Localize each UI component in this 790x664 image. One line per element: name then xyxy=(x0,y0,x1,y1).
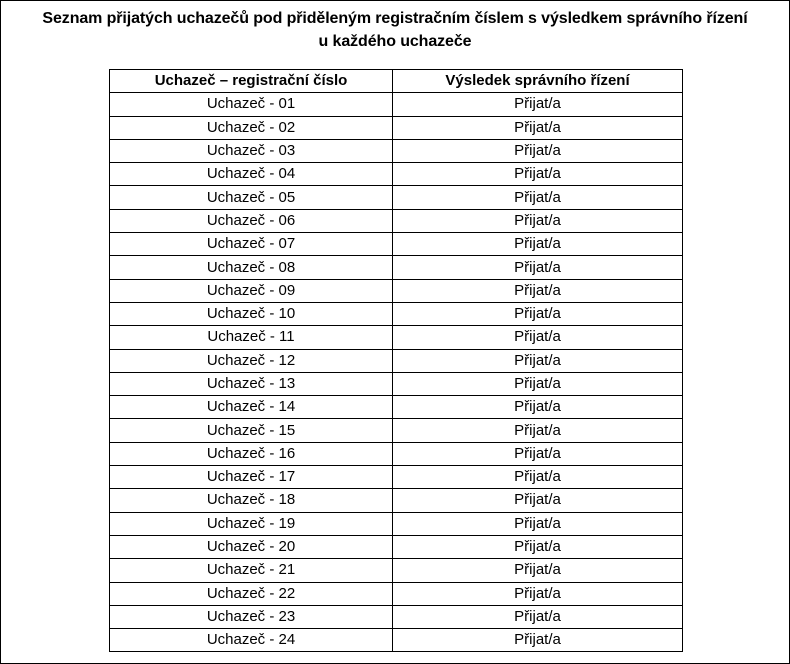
table-row xyxy=(110,372,683,395)
cell-result: Přijat/a xyxy=(393,163,683,186)
cell-result: Přijat/a xyxy=(393,116,683,139)
cell-registration-number: Uchazeč - 07 xyxy=(110,233,393,256)
cell-result: Přijat/a xyxy=(393,396,683,419)
table-row xyxy=(110,582,683,605)
cell-registration-number: Uchazeč - 09 xyxy=(110,279,393,302)
cell-registration-number: Uchazeč - 04 xyxy=(110,163,393,186)
cell-registration-number: Uchazeč - 18 xyxy=(110,489,393,512)
cell-result: Přijat/a xyxy=(393,419,683,442)
cell-registration-number: Uchazeč - 05 xyxy=(110,186,393,209)
cell-registration-number: Uchazeč - 02 xyxy=(110,116,393,139)
header-result: Výsledek správního řízení xyxy=(393,70,683,93)
cell-result: Přijat/a xyxy=(393,93,683,116)
table-row xyxy=(110,419,683,442)
cell-registration-number: Uchazeč - 10 xyxy=(110,302,393,325)
cell-result: Přijat/a xyxy=(393,349,683,372)
cell-registration-number: Uchazeč - 22 xyxy=(110,582,393,605)
table-row xyxy=(110,396,683,419)
cell-result: Přijat/a xyxy=(393,186,683,209)
table-body xyxy=(110,93,683,652)
table-row xyxy=(110,256,683,279)
cell-registration-number: Uchazeč - 21 xyxy=(110,559,393,582)
cell-result: Přijat/a xyxy=(393,442,683,465)
cell-result: Přijat/a xyxy=(393,535,683,558)
document-title-line-2: u každého uchazeče xyxy=(318,33,472,50)
cell-registration-number: Uchazeč - 17 xyxy=(110,466,393,489)
table-row xyxy=(110,512,683,535)
table-row xyxy=(110,93,683,116)
table-row xyxy=(110,279,683,302)
cell-result: Přijat/a xyxy=(393,233,683,256)
table-row xyxy=(110,349,683,372)
cell-result: Přijat/a xyxy=(393,559,683,582)
table-row xyxy=(110,186,683,209)
results-table-container xyxy=(109,69,683,652)
cell-result: Přijat/a xyxy=(393,605,683,628)
cell-result: Přijat/a xyxy=(393,512,683,535)
document-title xyxy=(1,1,789,53)
table-row xyxy=(110,209,683,232)
table-row xyxy=(110,466,683,489)
cell-registration-number: Uchazeč - 16 xyxy=(110,442,393,465)
cell-registration-number: Uchazeč - 15 xyxy=(110,419,393,442)
header-registration-number: Uchazeč – registrační číslo xyxy=(110,70,393,93)
cell-result: Přijat/a xyxy=(393,629,683,652)
cell-result: Přijat/a xyxy=(393,279,683,302)
table-row xyxy=(110,442,683,465)
cell-registration-number: Uchazeč - 03 xyxy=(110,139,393,162)
table-row xyxy=(110,139,683,162)
cell-result: Přijat/a xyxy=(393,372,683,395)
cell-registration-number: Uchazeč - 08 xyxy=(110,256,393,279)
cell-registration-number: Uchazeč - 19 xyxy=(110,512,393,535)
table-row xyxy=(110,535,683,558)
table-row xyxy=(110,326,683,349)
cell-result: Přijat/a xyxy=(393,582,683,605)
table-row xyxy=(110,489,683,512)
cell-registration-number: Uchazeč - 11 xyxy=(110,326,393,349)
cell-registration-number: Uchazeč - 14 xyxy=(110,396,393,419)
table-row xyxy=(110,629,683,652)
cell-registration-number: Uchazeč - 01 xyxy=(110,93,393,116)
cell-registration-number: Uchazeč - 13 xyxy=(110,372,393,395)
cell-registration-number: Uchazeč - 24 xyxy=(110,629,393,652)
cell-registration-number: Uchazeč - 20 xyxy=(110,535,393,558)
cell-result: Přijat/a xyxy=(393,466,683,489)
cell-registration-number: Uchazeč - 23 xyxy=(110,605,393,628)
cell-result: Přijat/a xyxy=(393,326,683,349)
table-row xyxy=(110,302,683,325)
cell-result: Přijat/a xyxy=(393,256,683,279)
table-row xyxy=(110,163,683,186)
table-row xyxy=(110,116,683,139)
cell-registration-number: Uchazeč - 12 xyxy=(110,349,393,372)
cell-result: Přijat/a xyxy=(393,139,683,162)
cell-result: Přijat/a xyxy=(393,489,683,512)
results-table xyxy=(109,69,683,652)
cell-result: Přijat/a xyxy=(393,209,683,232)
cell-result: Přijat/a xyxy=(393,302,683,325)
table-header-row xyxy=(110,70,683,93)
table-row xyxy=(110,233,683,256)
cell-registration-number: Uchazeč - 06 xyxy=(110,209,393,232)
document-title-line-1: Seznam přijatých uchazečů pod přiděleným registračním číslem s výsledkem správního řízení xyxy=(42,10,748,27)
table-row xyxy=(110,605,683,628)
table-row xyxy=(110,559,683,582)
